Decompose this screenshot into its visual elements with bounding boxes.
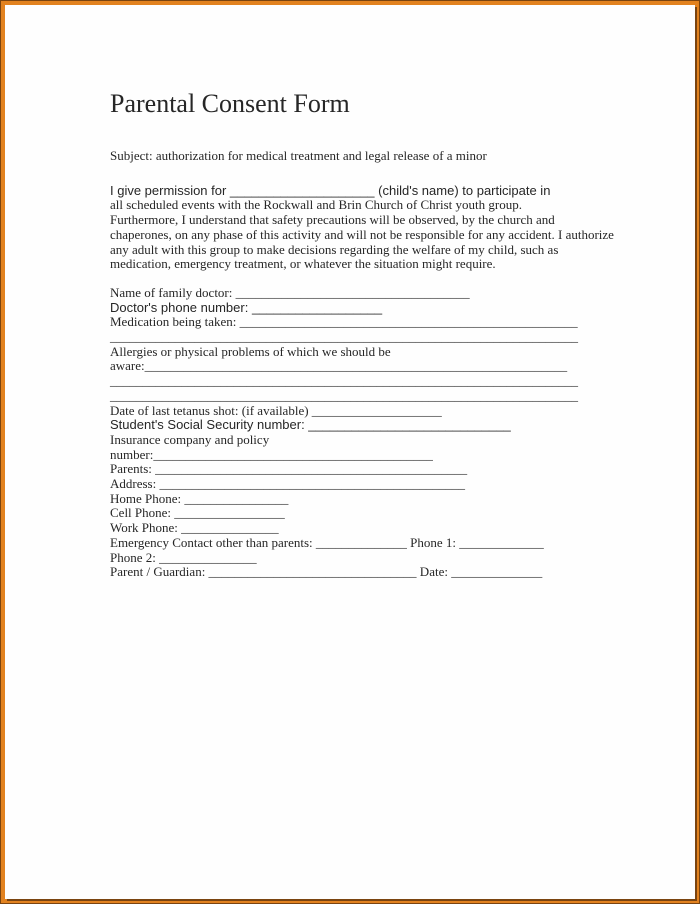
form-fields bbox=[110, 286, 675, 580]
field-doctor-phone: Doctor's phone number: __________________ bbox=[110, 299, 383, 315]
field-emergency-contact: Emergency Contact other than parents: ______________ Phone 1: _____________ bbox=[110, 534, 544, 550]
intro-paragraph bbox=[110, 184, 675, 272]
field-insurance-number: number:___________________________________________ bbox=[110, 446, 433, 462]
label-allergies: Allergies or physical problems of which we should be bbox=[110, 343, 391, 359]
document-page bbox=[5, 5, 695, 899]
intro-line-events: all scheduled events with the Rockwall and Brin Church of Christ youth group. bbox=[110, 197, 522, 213]
intro-line-authorize: any adult with this group to make decisions regarding the welfare of my child, such as bbox=[110, 241, 559, 257]
intro-line-medication: medication, emergency treatment, or whatever the situation might require. bbox=[110, 256, 496, 272]
subject-line: Subject: authorization for medical treatment and legal release of a minor bbox=[110, 148, 487, 163]
field-family-doctor: Name of family doctor: ____________________________________ bbox=[110, 284, 470, 300]
field-medication-taken: Medication being taken: ____________________________________________________ bbox=[110, 314, 578, 330]
field-tetanus-shot: Date of last tetanus shot: (if available) ____________________ bbox=[110, 402, 442, 418]
field-parents: Parents: ________________________________________________ bbox=[110, 461, 468, 477]
field-parent-guardian: Parent / Guardian: ________________________________ Date: ______________ bbox=[110, 564, 543, 580]
field-aware: aware:_________________________________________________________________ bbox=[110, 358, 568, 374]
blank-write-line-1: ________________________________________________________________________ bbox=[110, 329, 578, 345]
intro-line-chaperones: chaperones, on any phase of this activity and will not be responsible for any accident. I authorize bbox=[110, 226, 614, 242]
field-work-phone: Work Phone: _______________ bbox=[110, 520, 279, 536]
page-title: Parental Consent Form bbox=[110, 89, 350, 118]
field-cell-phone: Cell Phone: _________________ bbox=[110, 505, 285, 521]
label-insurance: Insurance company and policy bbox=[110, 431, 270, 447]
field-address: Address: _______________________________________________ bbox=[110, 476, 465, 492]
blank-write-line-2: ________________________________________________________________________ bbox=[110, 373, 578, 389]
field-ssn: Student's Social Security number: ____________________________ bbox=[110, 417, 511, 433]
field-home-phone: Home Phone: ________________ bbox=[110, 490, 289, 506]
blank-write-line-3: ________________________________________________________________________ bbox=[110, 387, 578, 403]
intro-line-furthermore: Furthermore, I understand that safety precautions will be observed, by the church and bbox=[110, 212, 555, 228]
field-phone-2: Phone 2: _______________ bbox=[110, 549, 257, 565]
intro-line-permission: I give permission for ____________________ (child's name) to participate in bbox=[110, 182, 551, 198]
